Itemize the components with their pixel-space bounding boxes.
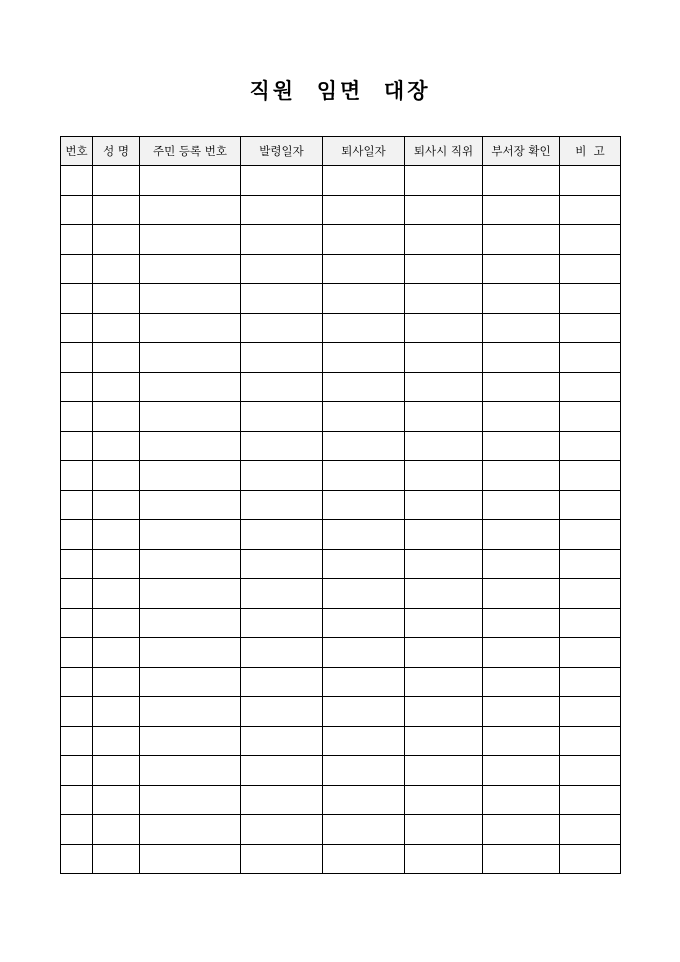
position-cell — [405, 195, 483, 225]
remarks-cell — [560, 225, 621, 255]
position-cell — [405, 490, 483, 520]
confirmation-cell — [483, 667, 560, 697]
confirmation-cell — [483, 254, 560, 284]
appointment-date-cell — [241, 461, 323, 491]
position-cell — [405, 726, 483, 756]
name-cell — [93, 490, 140, 520]
appointment-date-cell — [241, 490, 323, 520]
resident-number-cell — [140, 166, 241, 196]
remarks-cell — [560, 254, 621, 284]
resignation-date-cell — [323, 372, 405, 402]
number-cell — [61, 490, 93, 520]
confirmation-cell — [483, 343, 560, 373]
confirmation-cell — [483, 431, 560, 461]
table-row — [61, 844, 621, 874]
table-row — [61, 372, 621, 402]
confirmation-cell — [483, 490, 560, 520]
confirmation-cell — [483, 785, 560, 815]
appointment-date-cell — [241, 195, 323, 225]
resignation-date-cell — [323, 402, 405, 432]
number-cell — [61, 608, 93, 638]
appointment-date-cell — [241, 372, 323, 402]
name-cell — [93, 372, 140, 402]
column-header-resignation-date: 퇴사일자 — [323, 137, 405, 166]
column-header-resident-registration-number: 주민 등록 번호 — [140, 137, 241, 166]
resignation-date-cell — [323, 697, 405, 727]
appointment-date-cell — [241, 284, 323, 314]
resident-number-cell — [140, 313, 241, 343]
table-body — [61, 166, 621, 874]
column-header-name: 성 명 — [93, 137, 140, 166]
number-cell — [61, 254, 93, 284]
table-row — [61, 667, 621, 697]
name-cell — [93, 313, 140, 343]
resignation-date-cell — [323, 638, 405, 668]
resignation-date-cell — [323, 726, 405, 756]
table-row — [61, 461, 621, 491]
appointment-date-cell — [241, 343, 323, 373]
table-row — [61, 726, 621, 756]
table-row — [61, 490, 621, 520]
number-cell — [61, 549, 93, 579]
name-cell — [93, 756, 140, 786]
number-cell — [61, 431, 93, 461]
confirmation-cell — [483, 579, 560, 609]
table-row — [61, 638, 621, 668]
column-header-appointment-date: 발령일자 — [241, 137, 323, 166]
position-cell — [405, 667, 483, 697]
name-cell — [93, 844, 140, 874]
resident-number-cell — [140, 254, 241, 284]
resident-number-cell — [140, 549, 241, 579]
appointment-date-cell — [241, 667, 323, 697]
table-row — [61, 549, 621, 579]
resignation-date-cell — [323, 490, 405, 520]
remarks-cell — [560, 520, 621, 550]
position-cell — [405, 166, 483, 196]
resignation-date-cell — [323, 608, 405, 638]
position-cell — [405, 785, 483, 815]
name-cell — [93, 579, 140, 609]
column-header-remarks: 비 고 — [560, 137, 621, 166]
table-row — [61, 697, 621, 727]
appointment-date-cell — [241, 225, 323, 255]
resident-number-cell — [140, 756, 241, 786]
remarks-cell — [560, 313, 621, 343]
name-cell — [93, 608, 140, 638]
confirmation-cell — [483, 549, 560, 579]
position-cell — [405, 549, 483, 579]
table-row — [61, 579, 621, 609]
name-cell — [93, 461, 140, 491]
position-cell — [405, 608, 483, 638]
resignation-date-cell — [323, 343, 405, 373]
resident-number-cell — [140, 461, 241, 491]
number-cell — [61, 313, 93, 343]
resident-number-cell — [140, 431, 241, 461]
remarks-cell — [560, 756, 621, 786]
remarks-cell — [560, 372, 621, 402]
appointment-date-cell — [241, 520, 323, 550]
remarks-cell — [560, 815, 621, 845]
remarks-cell — [560, 343, 621, 373]
resident-number-cell — [140, 697, 241, 727]
name-cell — [93, 785, 140, 815]
resident-number-cell — [140, 195, 241, 225]
name-cell — [93, 431, 140, 461]
position-cell — [405, 254, 483, 284]
confirmation-cell — [483, 284, 560, 314]
remarks-cell — [560, 490, 621, 520]
position-cell — [405, 815, 483, 845]
remarks-cell — [560, 785, 621, 815]
position-cell — [405, 372, 483, 402]
confirmation-cell — [483, 638, 560, 668]
number-cell — [61, 166, 93, 196]
position-cell — [405, 520, 483, 550]
number-cell — [61, 461, 93, 491]
table-row — [61, 284, 621, 314]
number-cell — [61, 343, 93, 373]
remarks-cell — [560, 166, 621, 196]
remarks-cell — [560, 402, 621, 432]
position-cell — [405, 461, 483, 491]
appointment-date-cell — [241, 254, 323, 284]
resident-number-cell — [140, 372, 241, 402]
appointment-date-cell — [241, 638, 323, 668]
number-cell — [61, 815, 93, 845]
number-cell — [61, 756, 93, 786]
confirmation-cell — [483, 608, 560, 638]
name-cell — [93, 726, 140, 756]
resident-number-cell — [140, 402, 241, 432]
position-cell — [405, 284, 483, 314]
position-cell — [405, 402, 483, 432]
remarks-cell — [560, 638, 621, 668]
position-cell — [405, 313, 483, 343]
number-cell — [61, 520, 93, 550]
number-cell — [61, 402, 93, 432]
name-cell — [93, 549, 140, 579]
confirmation-cell — [483, 844, 560, 874]
number-cell — [61, 372, 93, 402]
table-row — [61, 313, 621, 343]
resignation-date-cell — [323, 844, 405, 874]
confirmation-cell — [483, 166, 560, 196]
resignation-date-cell — [323, 549, 405, 579]
resignation-date-cell — [323, 756, 405, 786]
confirmation-cell — [483, 372, 560, 402]
table-row — [61, 402, 621, 432]
table-row — [61, 343, 621, 373]
remarks-cell — [560, 844, 621, 874]
remarks-cell — [560, 608, 621, 638]
remarks-cell — [560, 667, 621, 697]
employee-register-table — [60, 136, 621, 874]
resident-number-cell — [140, 844, 241, 874]
appointment-date-cell — [241, 785, 323, 815]
confirmation-cell — [483, 402, 560, 432]
remarks-cell — [560, 461, 621, 491]
resident-number-cell — [140, 343, 241, 373]
number-cell — [61, 284, 93, 314]
position-cell — [405, 579, 483, 609]
remarks-cell — [560, 579, 621, 609]
table-row — [61, 756, 621, 786]
remarks-cell — [560, 697, 621, 727]
number-cell — [61, 697, 93, 727]
table-row — [61, 608, 621, 638]
appointment-date-cell — [241, 431, 323, 461]
number-cell — [61, 667, 93, 697]
resignation-date-cell — [323, 431, 405, 461]
name-cell — [93, 284, 140, 314]
name-cell — [93, 667, 140, 697]
document-title: 직원 임면 대장 — [249, 78, 431, 103]
resignation-date-cell — [323, 195, 405, 225]
resident-number-cell — [140, 815, 241, 845]
appointment-date-cell — [241, 844, 323, 874]
remarks-cell — [560, 549, 621, 579]
name-cell — [93, 402, 140, 432]
number-cell — [61, 195, 93, 225]
resignation-date-cell — [323, 254, 405, 284]
table-row — [61, 520, 621, 550]
confirmation-cell — [483, 756, 560, 786]
resident-number-cell — [140, 608, 241, 638]
resignation-date-cell — [323, 520, 405, 550]
position-cell — [405, 638, 483, 668]
column-header-position-at-resignation: 퇴사시 직위 — [405, 137, 483, 166]
table-row — [61, 166, 621, 196]
confirmation-cell — [483, 520, 560, 550]
resident-number-cell — [140, 490, 241, 520]
remarks-cell — [560, 195, 621, 225]
appointment-date-cell — [241, 549, 323, 579]
resident-number-cell — [140, 785, 241, 815]
appointment-date-cell — [241, 756, 323, 786]
header-row — [61, 137, 621, 166]
name-cell — [93, 697, 140, 727]
resident-number-cell — [140, 284, 241, 314]
appointment-date-cell — [241, 608, 323, 638]
confirmation-cell — [483, 815, 560, 845]
name-cell — [93, 343, 140, 373]
remarks-cell — [560, 726, 621, 756]
name-cell — [93, 254, 140, 284]
resignation-date-cell — [323, 225, 405, 255]
name-cell — [93, 638, 140, 668]
name-cell — [93, 225, 140, 255]
resident-number-cell — [140, 579, 241, 609]
confirmation-cell — [483, 195, 560, 225]
appointment-date-cell — [241, 726, 323, 756]
resignation-date-cell — [323, 166, 405, 196]
resignation-date-cell — [323, 785, 405, 815]
name-cell — [93, 166, 140, 196]
resignation-date-cell — [323, 579, 405, 609]
resident-number-cell — [140, 225, 241, 255]
resignation-date-cell — [323, 313, 405, 343]
table-row — [61, 815, 621, 845]
appointment-date-cell — [241, 313, 323, 343]
resident-number-cell — [140, 638, 241, 668]
position-cell — [405, 756, 483, 786]
resignation-date-cell — [323, 284, 405, 314]
number-cell — [61, 579, 93, 609]
appointment-date-cell — [241, 166, 323, 196]
appointment-date-cell — [241, 697, 323, 727]
position-cell — [405, 844, 483, 874]
position-cell — [405, 697, 483, 727]
resident-number-cell — [140, 726, 241, 756]
table-row — [61, 225, 621, 255]
number-cell — [61, 225, 93, 255]
column-header-number: 번호 — [61, 137, 93, 166]
remarks-cell — [560, 431, 621, 461]
resignation-date-cell — [323, 667, 405, 697]
number-cell — [61, 785, 93, 815]
name-cell — [93, 815, 140, 845]
appointment-date-cell — [241, 579, 323, 609]
resignation-date-cell — [323, 815, 405, 845]
confirmation-cell — [483, 461, 560, 491]
resignation-date-cell — [323, 461, 405, 491]
table-row — [61, 431, 621, 461]
table-row — [61, 785, 621, 815]
number-cell — [61, 844, 93, 874]
column-header-department-head-confirmation: 부서장 확인 — [483, 137, 560, 166]
appointment-date-cell — [241, 815, 323, 845]
position-cell — [405, 225, 483, 255]
resident-number-cell — [140, 520, 241, 550]
table-row — [61, 254, 621, 284]
name-cell — [93, 520, 140, 550]
position-cell — [405, 431, 483, 461]
confirmation-cell — [483, 313, 560, 343]
number-cell — [61, 638, 93, 668]
table-row — [61, 195, 621, 225]
remarks-cell — [560, 284, 621, 314]
name-cell — [93, 195, 140, 225]
confirmation-cell — [483, 697, 560, 727]
number-cell — [61, 726, 93, 756]
confirmation-cell — [483, 726, 560, 756]
resident-number-cell — [140, 667, 241, 697]
confirmation-cell — [483, 225, 560, 255]
position-cell — [405, 343, 483, 373]
appointment-date-cell — [241, 402, 323, 432]
